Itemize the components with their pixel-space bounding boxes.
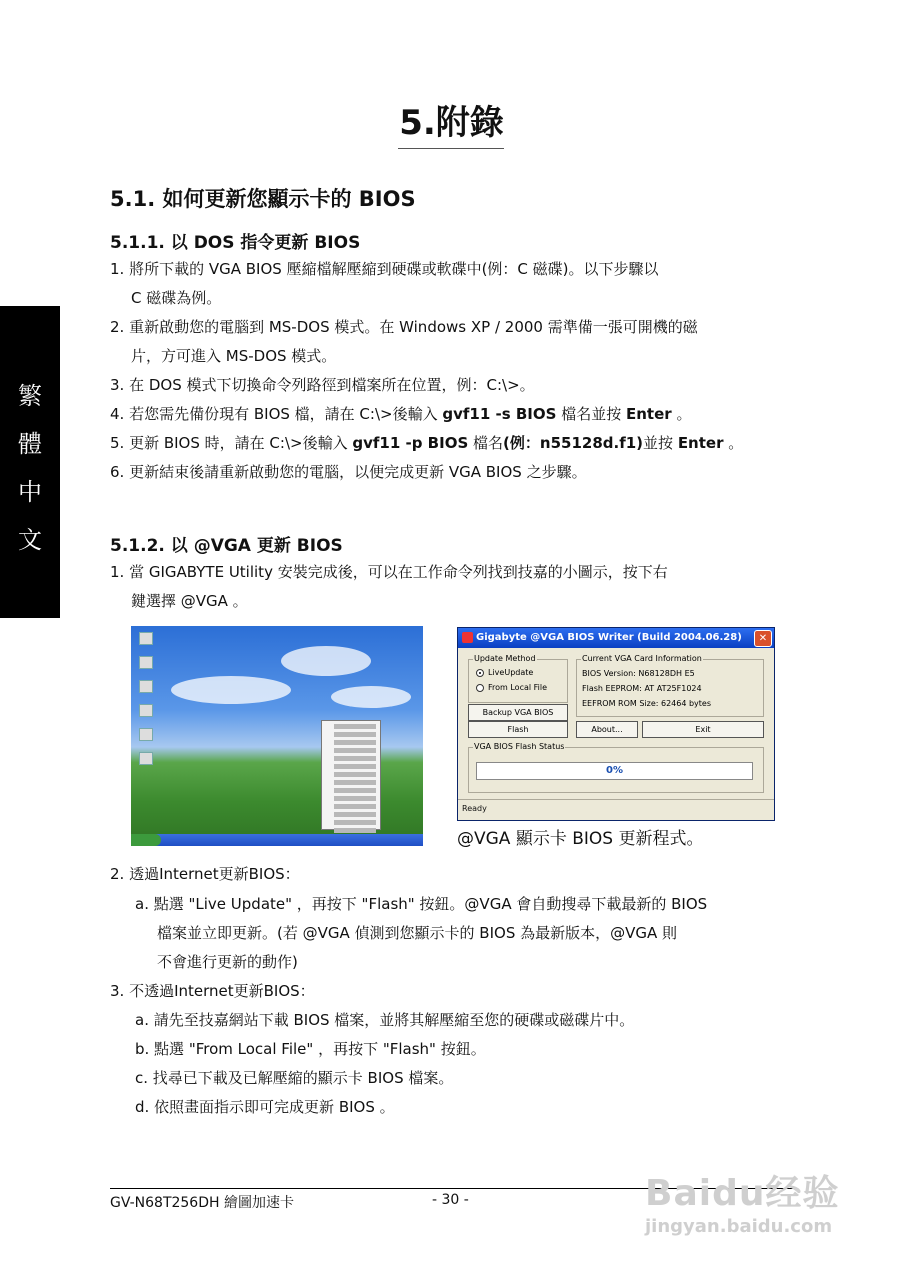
- vga-step-3d: d. 依照畫面指示即可完成更新 BIOS 。: [135, 1098, 395, 1116]
- vga-step-2a-cont2: 不會進行更新的動作): [157, 953, 298, 971]
- local-file-label: From Local File: [488, 683, 548, 692]
- window-title: Gigabyte @VGA BIOS Writer (Build 2004.06.28): [458, 628, 774, 648]
- flash-status-label: VGA BIOS Flash Status: [474, 742, 565, 751]
- section-heading: 5.1. 如何更新您顯示卡的 BIOS: [110, 187, 416, 211]
- about-button[interactable]: About...: [576, 721, 638, 738]
- desktop-icon: [139, 632, 153, 645]
- dos-step-4: 4. 若您需先備份現有 BIOS 檔，請在 C:\>後輸入 gvf11 -s BIOS 檔名並按 Enter 。: [110, 405, 692, 423]
- dos-step-2: 2. 重新啟動您的電腦到 MS-DOS 模式。在 Windows XP / 2000 需準備一張可開機的磁: [110, 318, 698, 336]
- side-char: 繁: [18, 382, 42, 410]
- vga-step-3b: b. 點選 "From Local File" ，再按下 "Flash" 按鈕。: [135, 1040, 486, 1058]
- vga-step-3a: a. 請先至技嘉網站下載 BIOS 檔案，並將其解壓縮至您的硬碟或磁碟片中。: [135, 1011, 635, 1029]
- title-underline: [398, 148, 504, 149]
- page-title: 5.附錄: [399, 103, 504, 143]
- side-language-label: [0, 372, 60, 564]
- desktop-icon: [139, 680, 153, 693]
- side-char: 中: [18, 478, 42, 506]
- footer-model: GV-N68T256DH 繪圖加速卡: [110, 1195, 294, 1211]
- vga-step-2: 2. 透過Internet更新BIOS：: [110, 865, 300, 883]
- flash-button[interactable]: Flash: [468, 721, 568, 738]
- vga-step-3c: c. 找尋已下載及已解壓縮的顯示卡 BIOS 檔案。: [135, 1069, 454, 1087]
- local-file-radio[interactable]: [476, 684, 484, 692]
- vga-step-2a-cont: 檔案並立即更新。(若 @VGA 偵測到您顯示卡的 BIOS 為最新版本，@VGA 則: [157, 924, 678, 942]
- dos-step-5: 5. 更新 BIOS 時，請在 C:\>後輸入 gvf11 -p BIOS 檔名(例：n55128d.f1)並按 Enter 。: [110, 434, 744, 452]
- flash-progress-bar: 0%: [476, 762, 753, 780]
- eeprom-size: EEFROM ROM Size: 62464 bytes: [582, 699, 712, 708]
- subsection-heading-vga: 5.1.2. 以 @VGA 更新 BIOS: [110, 536, 343, 556]
- desktop-icon: [139, 704, 153, 717]
- side-char: 文: [18, 526, 42, 554]
- subsection-heading-dos: 5.1.1. 以 DOS 指令更新 BIOS: [110, 233, 361, 253]
- side-char: 體: [18, 430, 42, 458]
- watermark-url: jingyan.baidu.com: [645, 1216, 833, 1237]
- dos-step-1: 1. 將所下載的 VGA BIOS 壓縮檔解壓縮到硬碟或軟碟中(例：C 磁碟)。以下步驟以: [110, 260, 659, 278]
- bios-version: BIOS Version: N68128DH E5: [582, 669, 695, 678]
- figure-caption: @VGA 顯示卡 BIOS 更新程式。: [457, 829, 704, 849]
- dos-step-6: 6. 更新結束後請重新啟動您的電腦，以便完成更新 VGA BIOS 之步驟。: [110, 463, 587, 481]
- liveupdate-radio[interactable]: [476, 669, 484, 677]
- backup-bios-button[interactable]: Backup VGA BIOS: [468, 704, 568, 721]
- exit-button[interactable]: Exit: [642, 721, 764, 738]
- status-bar: Ready: [458, 799, 774, 820]
- close-icon[interactable]: ✕: [754, 630, 772, 647]
- watermark: [645, 1165, 839, 1237]
- liveupdate-label: LiveUpdate: [488, 668, 534, 677]
- desktop-icon: [139, 656, 153, 669]
- desktop-screenshot: [131, 626, 423, 846]
- card-info-label: Current VGA Card Information: [582, 654, 702, 663]
- page-number: - 30 -: [432, 1192, 469, 1208]
- dos-step-2-cont: 片，方可進入 MS-DOS 模式。: [131, 347, 337, 365]
- context-menu: [321, 720, 381, 830]
- vga-step-3: 3. 不透過Internet更新BIOS：: [110, 982, 315, 1000]
- bios-writer-window: [457, 627, 775, 821]
- taskbar: [131, 834, 423, 846]
- flash-eeprom: Flash EEPROM: AT AT25F1024: [582, 684, 702, 693]
- app-icon: [462, 632, 473, 643]
- watermark-brand: Baidu经验: [645, 1173, 840, 1214]
- desktop-icon: [139, 752, 153, 765]
- dos-step-1-cont: C 磁碟為例。: [131, 289, 222, 307]
- vga-step-1-cont: 鍵選擇 @VGA 。: [131, 592, 248, 610]
- vga-step-2a: a. 點選 "Live Update" ，再按下 "Flash" 按鈕。@VGA 會自動搜尋下載最新的 BIOS: [135, 895, 708, 913]
- start-button: [131, 834, 161, 846]
- update-method-group: [468, 659, 568, 703]
- update-method-label: Update Method: [474, 654, 536, 663]
- vga-step-1: 1. 當 GIGABYTE Utility 安裝完成後，可以在工作命令列找到技嘉的小圖示，按下右: [110, 563, 668, 581]
- desktop-icon: [139, 728, 153, 741]
- dos-step-3: 3. 在 DOS 模式下切換命令列路徑到檔案所在位置，例：C:\>。: [110, 376, 535, 394]
